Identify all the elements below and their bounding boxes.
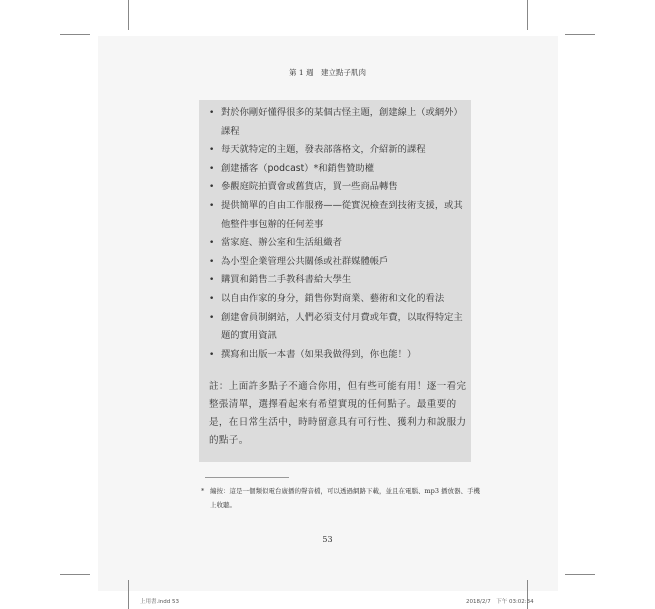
crop-mark	[60, 34, 90, 35]
footnote-mark: *	[201, 487, 205, 495]
list-item: • 每天就特定的主題，發表部落格文，介紹新的課程	[205, 141, 467, 160]
list-item: • 提供簡單的自由工作服務——從實況檢查到技術支援，或其他整件事包辦的任何差事	[205, 197, 467, 234]
crop-mark	[128, 580, 129, 609]
bullet: •	[209, 200, 215, 211]
bullet: •	[209, 312, 215, 323]
note-paragraph: 註：上面許多點子不適合你用，但有些可能有用！逐一看完整張清單，選擇看起來有希望實現的任何點子。最重要的是，在日常生活中，時時留意具有可行性、獲利力和說服力的點子。	[209, 381, 467, 446]
bullet: •	[209, 293, 215, 304]
slug-filename: 上用書.indd 53	[140, 599, 179, 605]
page-number: 53	[322, 535, 333, 544]
list-item: • 當家庭、辦公室和生活組織者	[205, 234, 467, 253]
list-item: • 創建會員制網站，人們必須支付月費或年費，以取得特定主題的實用資訊	[205, 309, 467, 346]
list-item: • 對於你剛好懂得很多的某個古怪主題，創建線上（或網外）課程	[205, 104, 467, 141]
footnote-divider	[205, 477, 289, 478]
list-item: • 購買和銷售二手教科書給大學生	[205, 271, 467, 290]
slug-timestamp: 2018/2/7 下午 03:02:34	[466, 599, 534, 605]
bullet: •	[209, 182, 215, 193]
bullet: •	[209, 256, 215, 267]
bullet: •	[209, 145, 215, 156]
crop-mark	[527, 0, 528, 30]
idea-list	[205, 104, 467, 364]
list-item: • 以自由作家的身分，銷售你對商業、藝術和文化的看法	[205, 290, 467, 309]
list-item: • 為小型企業管理公共關係或社群媒體帳戶	[205, 253, 467, 272]
footnote	[201, 484, 481, 512]
bullet: •	[209, 275, 215, 286]
running-head: 第 1 週 建立點子肌肉	[288, 68, 367, 77]
list-item: • 撰寫和出版一本書（如果我做得到，你也能！）	[205, 346, 467, 365]
bullet: •	[209, 349, 215, 360]
crop-mark	[128, 0, 129, 30]
bullet: •	[209, 238, 215, 249]
crop-mark	[60, 574, 90, 575]
list-item: • 創建播客（podcast）*和銷售贊助權	[205, 160, 467, 179]
crop-mark	[565, 574, 595, 575]
footnote-text: 編按：這是一個類似電台廣播的聲音檔，可以透過網路下載，並且在電腦、mp3 播放器、手機上收聽。	[210, 487, 481, 509]
list-item: • 參觀庭院拍賣會或舊貨店，買一些商品轉售	[205, 178, 467, 197]
bullet: •	[209, 108, 215, 118]
bullet: •	[209, 163, 215, 174]
crop-mark	[565, 34, 595, 35]
